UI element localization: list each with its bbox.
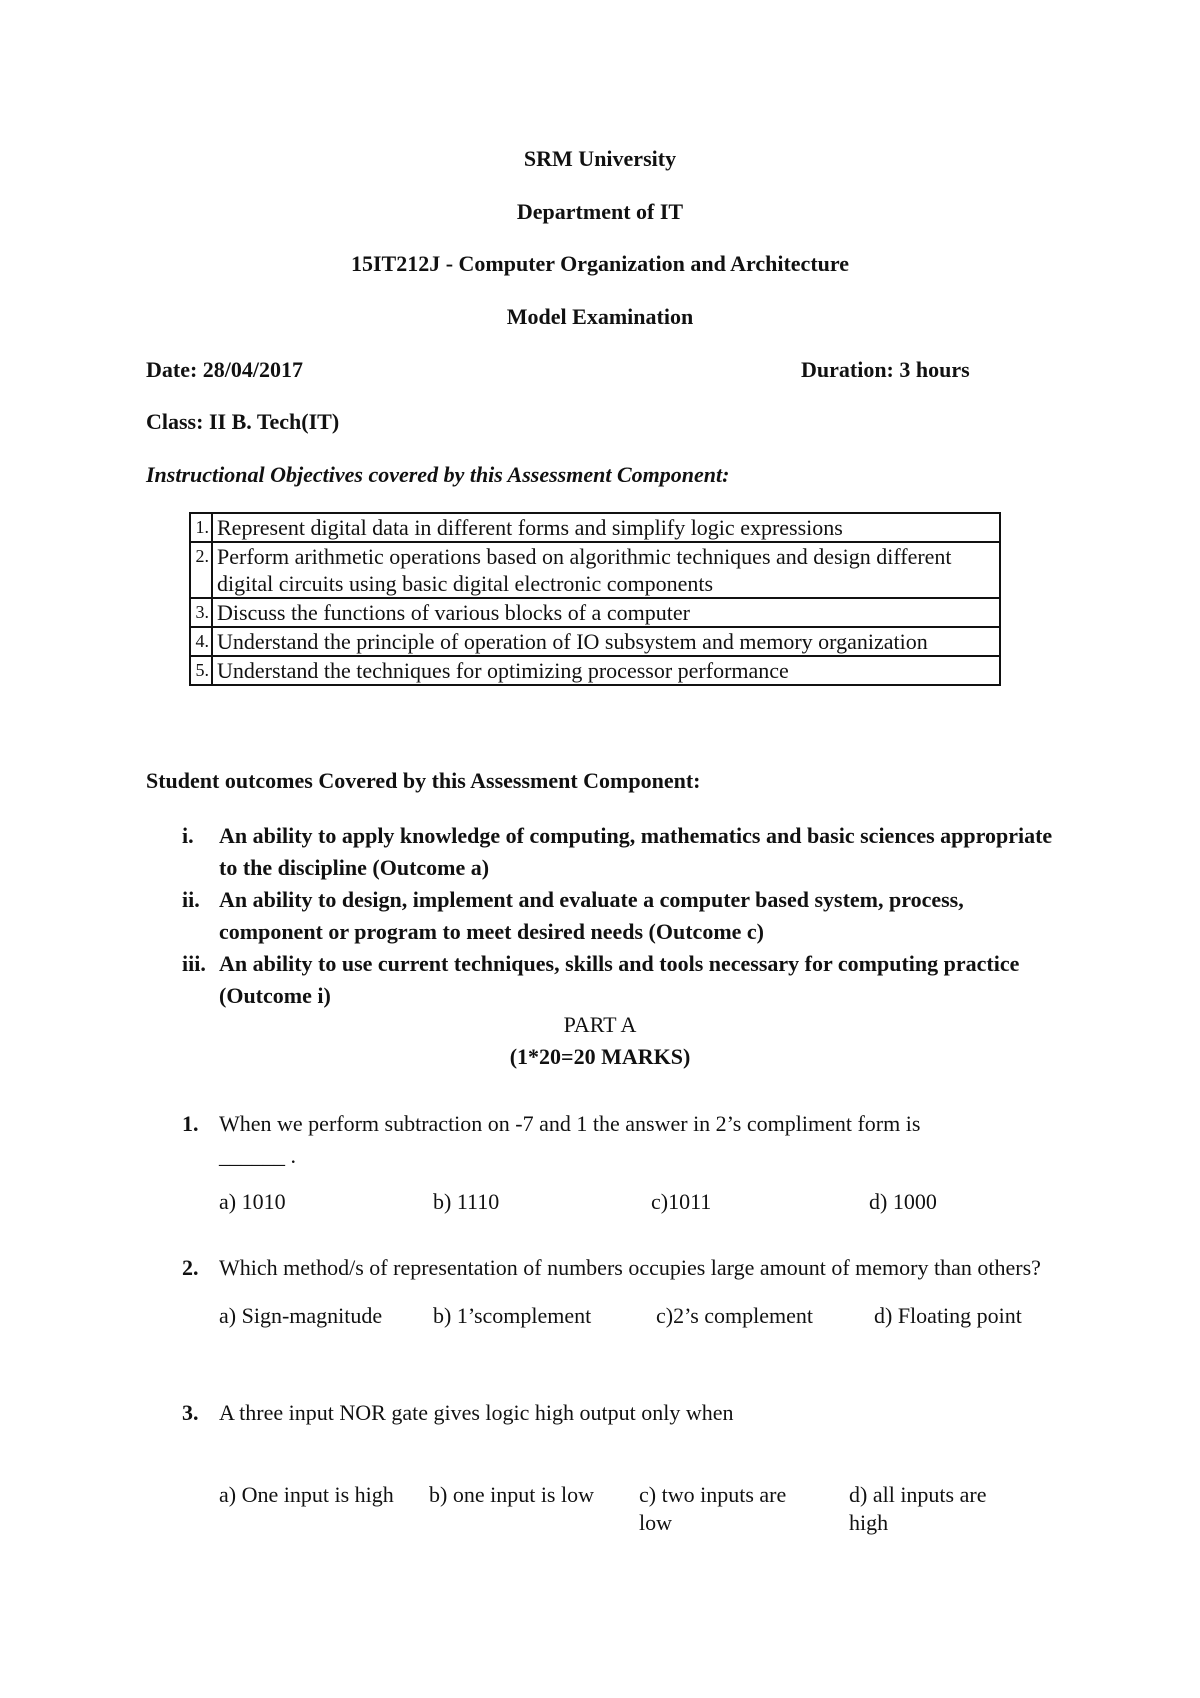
objective-number: 2.	[190, 542, 212, 598]
option-c[interactable]: c)2’s complement	[656, 1303, 814, 1328]
course-title: 15IT212J - Computer Organization and Architecture	[350, 251, 850, 276]
exam-date: Date: 28/04/2017	[146, 357, 304, 382]
objectives-heading: Instructional Objectives covered by this Assessment Component:	[146, 462, 730, 487]
outcome-text: An ability to apply knowledge of computing, mathematics and basic sciences appropriate to the discipline (Outcome a)	[219, 823, 1053, 880]
outcome-number: iii.	[182, 951, 206, 976]
question-number: 1.	[182, 1111, 199, 1136]
objectives-table	[189, 512, 1001, 686]
objective-number: 4.	[190, 627, 212, 656]
option-d[interactable]: d) Floating point	[874, 1303, 1022, 1328]
question-text: When we perform subtraction on -7 and 1 the answer in 2’s compliment form is	[219, 1111, 921, 1136]
question-text: A three input NOR gate gives logic high output only when	[219, 1400, 734, 1425]
question-2	[146, 1252, 1066, 1330]
question-text: Which method/s of representation of numbers occupies large amount of memory than others?	[219, 1255, 1041, 1280]
exam-duration: Duration: 3 hours	[801, 357, 970, 382]
option-a[interactable]: a) One input is high	[219, 1482, 394, 1507]
outcome-number: i.	[182, 823, 194, 848]
objective-number: 1.	[190, 513, 212, 542]
outcomes-heading: Student outcomes Covered by this Assessment Component:	[146, 768, 701, 793]
objective-text: Perform arithmetic operations based on algorithmic techniques and design different digital circuits using basic digital electronic components	[212, 542, 1000, 598]
option-c[interactable]: c)1011	[651, 1189, 712, 1214]
option-a[interactable]: a) Sign-magnitude	[219, 1303, 383, 1328]
part-marks: (1*20=20 MARKS)	[509, 1044, 691, 1069]
department-name: Department of IT	[516, 199, 684, 224]
option-a[interactable]: a) 1010	[219, 1189, 286, 1214]
options-row	[146, 1481, 1066, 1537]
university-name: SRM University	[523, 146, 677, 171]
option-d[interactable]: d) 1000	[869, 1189, 937, 1214]
options-row	[146, 1302, 1066, 1330]
question-3	[146, 1397, 1066, 1537]
outcome-item	[146, 948, 1066, 1012]
objective-number: 3.	[190, 598, 212, 627]
option-d[interactable]: d) all inputs are high	[849, 1482, 987, 1535]
option-b[interactable]: b) one input is low	[429, 1482, 594, 1507]
option-b[interactable]: b) 1110	[433, 1189, 500, 1214]
option-c[interactable]: c) two inputs are low	[639, 1482, 787, 1535]
question-1	[146, 1108, 1066, 1216]
outcome-number: ii.	[182, 887, 200, 912]
objective-row	[190, 513, 1000, 542]
outcome-text: An ability to design, implement and evaluate a computer based system, process, component or program to meet desired needs (Outcome c)	[219, 887, 964, 944]
objective-row	[190, 542, 1000, 598]
outcomes-list	[146, 820, 1066, 1012]
outcome-text: An ability to use current techniques, skills and tools necessary for computing practice (Outcome i)	[219, 951, 1020, 1008]
options-row	[146, 1188, 1066, 1216]
objective-number: 5.	[190, 656, 212, 685]
objective-text: Understand the techniques for optimizing processor performance	[212, 656, 1000, 685]
part-title: PART A	[563, 1012, 637, 1037]
outcome-item	[146, 884, 1066, 948]
objective-row	[190, 627, 1000, 656]
exam-title: Model Examination	[506, 304, 694, 329]
question-number: 3.	[182, 1400, 199, 1425]
outcome-item	[146, 820, 1066, 884]
objective-row	[190, 656, 1000, 685]
question-number: 2.	[182, 1255, 199, 1280]
class-label: Class: II B. Tech(IT)	[146, 409, 340, 434]
objective-row	[190, 598, 1000, 627]
objective-text: Discuss the functions of various blocks of a computer	[212, 598, 1000, 627]
answer-blank: ______ .	[219, 1143, 296, 1168]
objective-text: Represent digital data in different forms and simplify logic expressions	[212, 513, 1000, 542]
objective-text: Understand the principle of operation of IO subsystem and memory organization	[212, 627, 1000, 656]
option-b[interactable]: b) 1’scomplement	[433, 1303, 592, 1328]
